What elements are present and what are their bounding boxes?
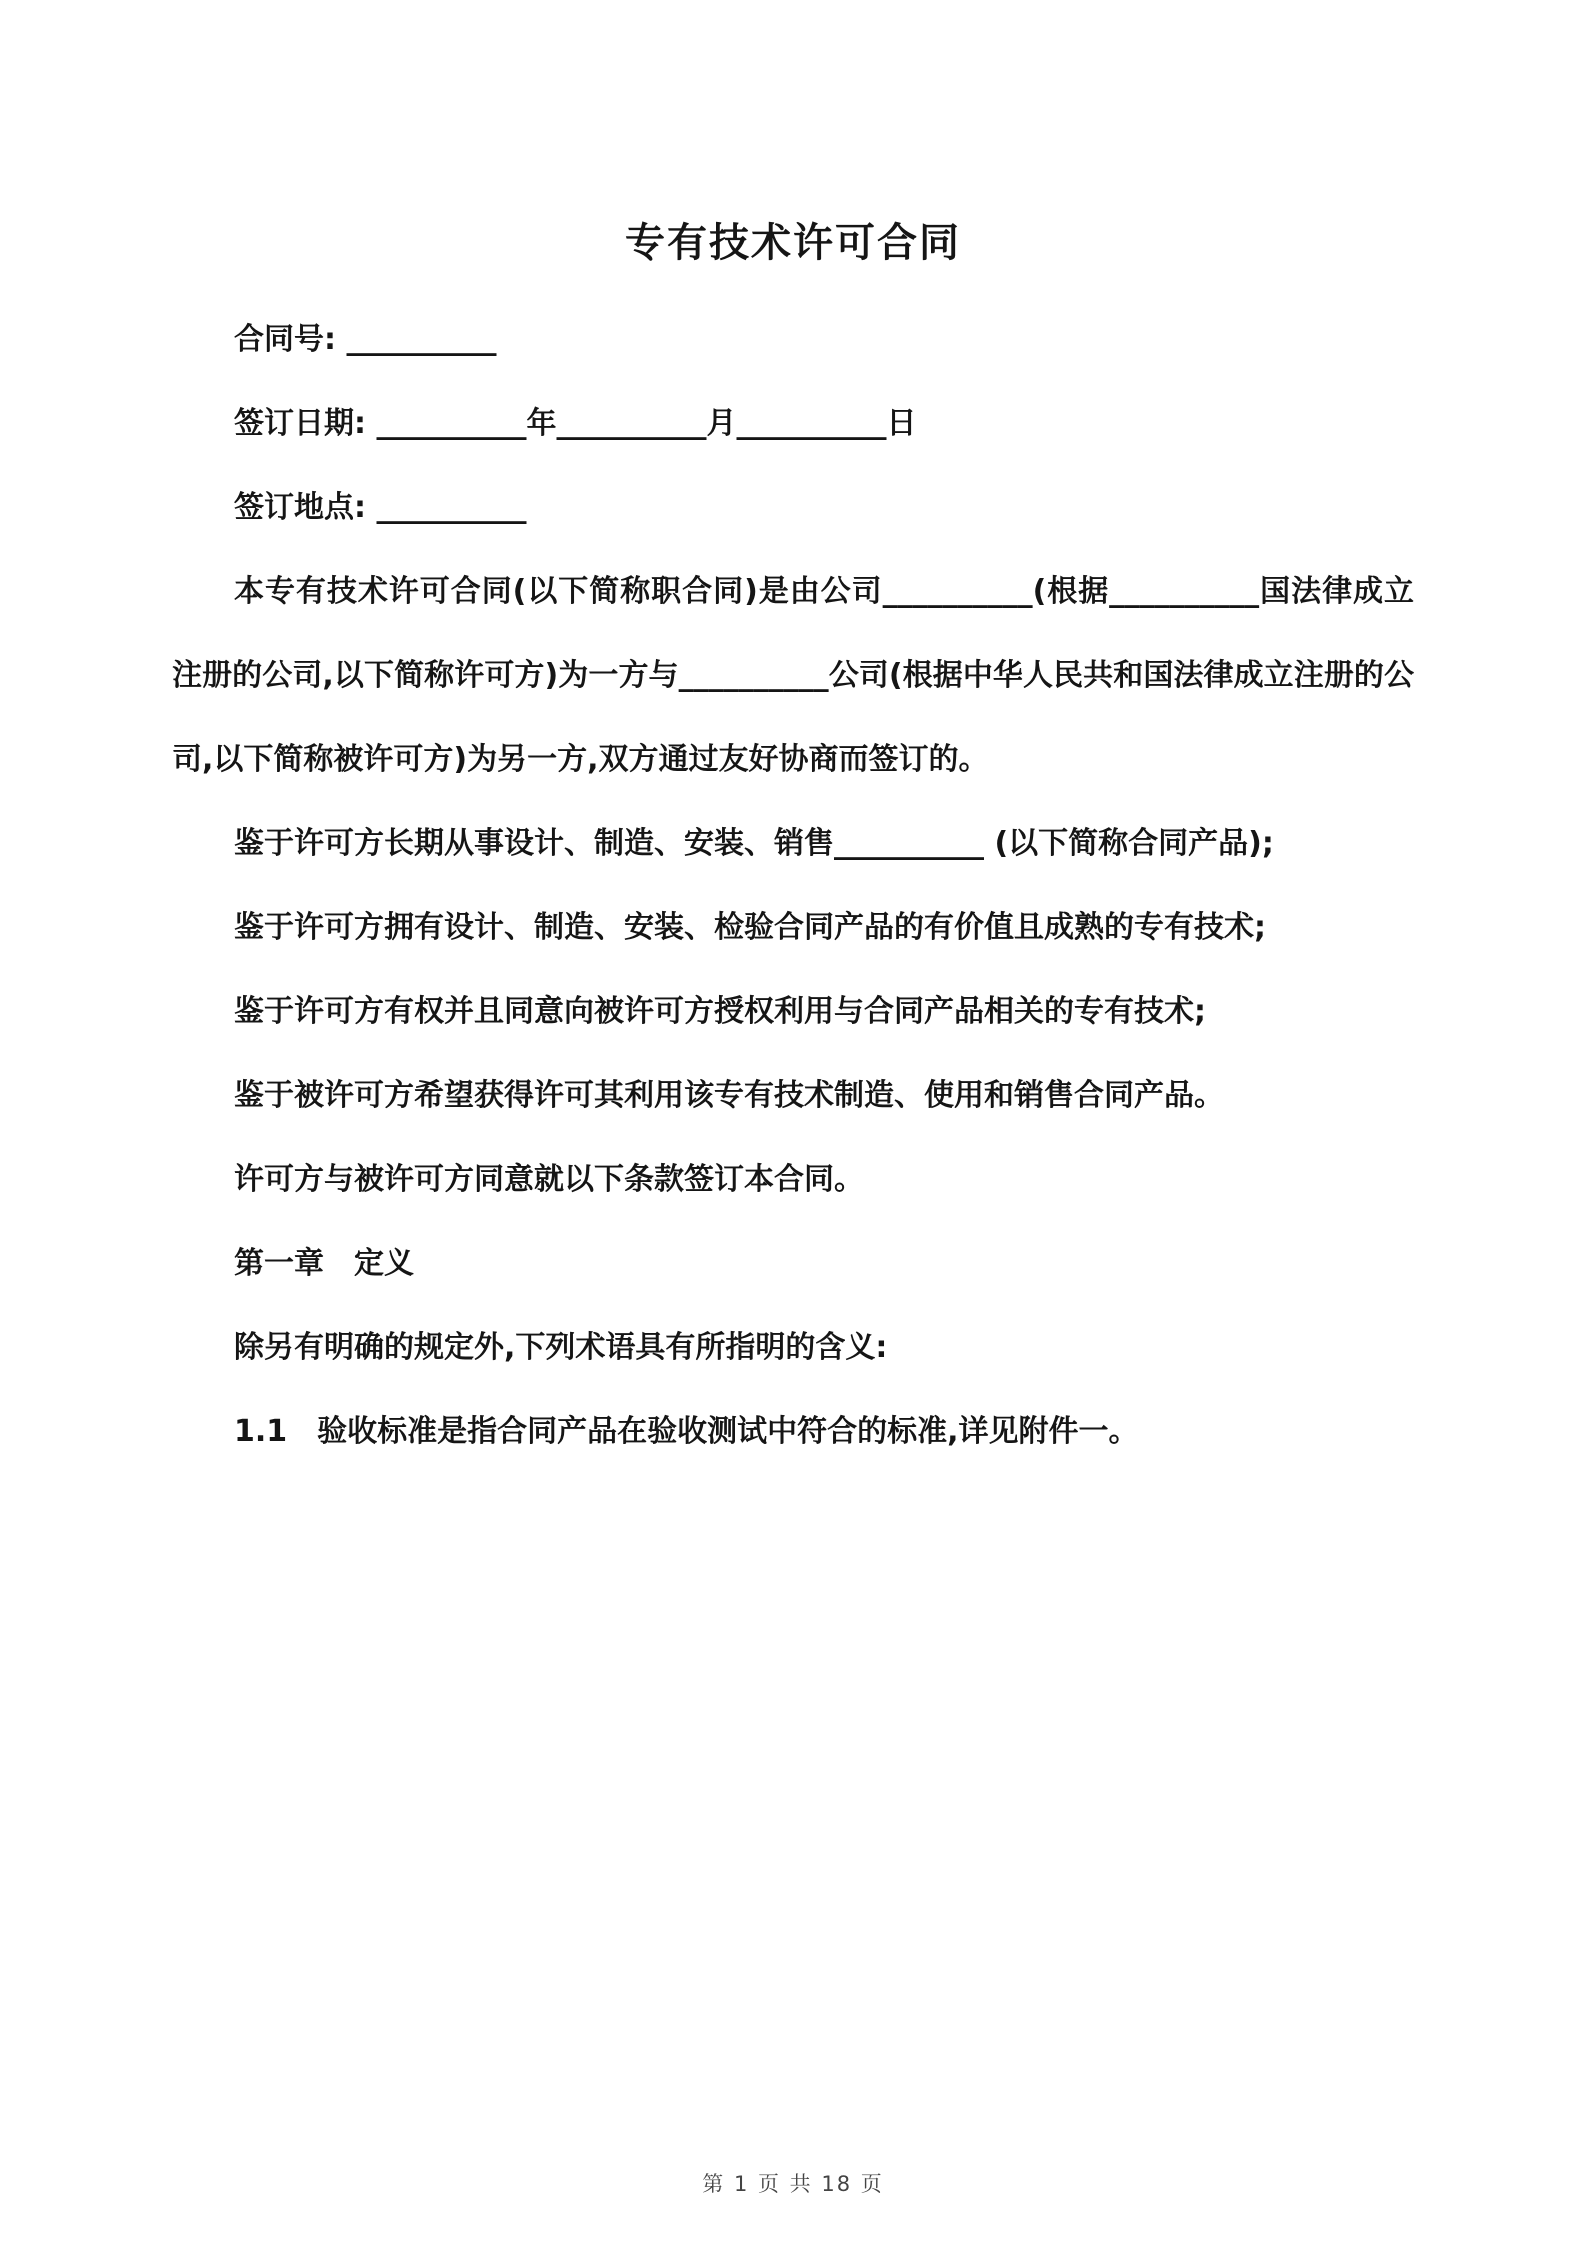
paragraph-agreement-statement: 许可方与被许可方同意就以下条款签订本合同。: [234, 1162, 864, 1197]
signing-place-line: 签订地点: __________: [234, 490, 527, 525]
paragraph-definitions-intro: 除另有明确的规定外,下列术语具有所指明的含义:: [234, 1330, 888, 1365]
contract-number-line: 合同号: __________: [234, 322, 497, 357]
paragraph-whereas-3: 鉴于许可方有权并且同意向被许可方授权利用与合同产品相关的专有技术;: [234, 994, 1206, 1029]
paragraph-whereas-1: 鉴于许可方长期从事设计、制造、安装、销售__________ (以下简称合同产品);: [234, 826, 1274, 861]
page-number-footer: 第 1 页 共 18 页: [702, 2172, 884, 2196]
clause-1-1: 1.1 验收标准是指合同产品在验收测试中符合的标准,详见附件一。: [234, 1414, 1139, 1449]
document-title: 专有技术许可合同: [625, 220, 961, 266]
chapter-1-heading: 第一章 定义: [234, 1246, 414, 1281]
paragraph-whereas-4: 鉴于被许可方希望获得许可其利用该专有技术制造、使用和销售合同产品。: [234, 1078, 1224, 1113]
paragraph-preamble: 本专有技术许可合同(以下简称职合同)是由公司__________(根据__________国法律成立注册的公司,以下简称许可方)为一方与__________公司(根据中华人民共和国法律成立注册的公司,以下简称被许可方)为另一方,双方通过友好协商而签订的。: [172, 574, 1414, 777]
signing-date-line: 签订日期: __________年__________月__________日: [234, 406, 917, 441]
paragraph-whereas-2: 鉴于许可方拥有设计、制造、安装、检验合同产品的有价值且成熟的专有技术;: [234, 910, 1266, 945]
